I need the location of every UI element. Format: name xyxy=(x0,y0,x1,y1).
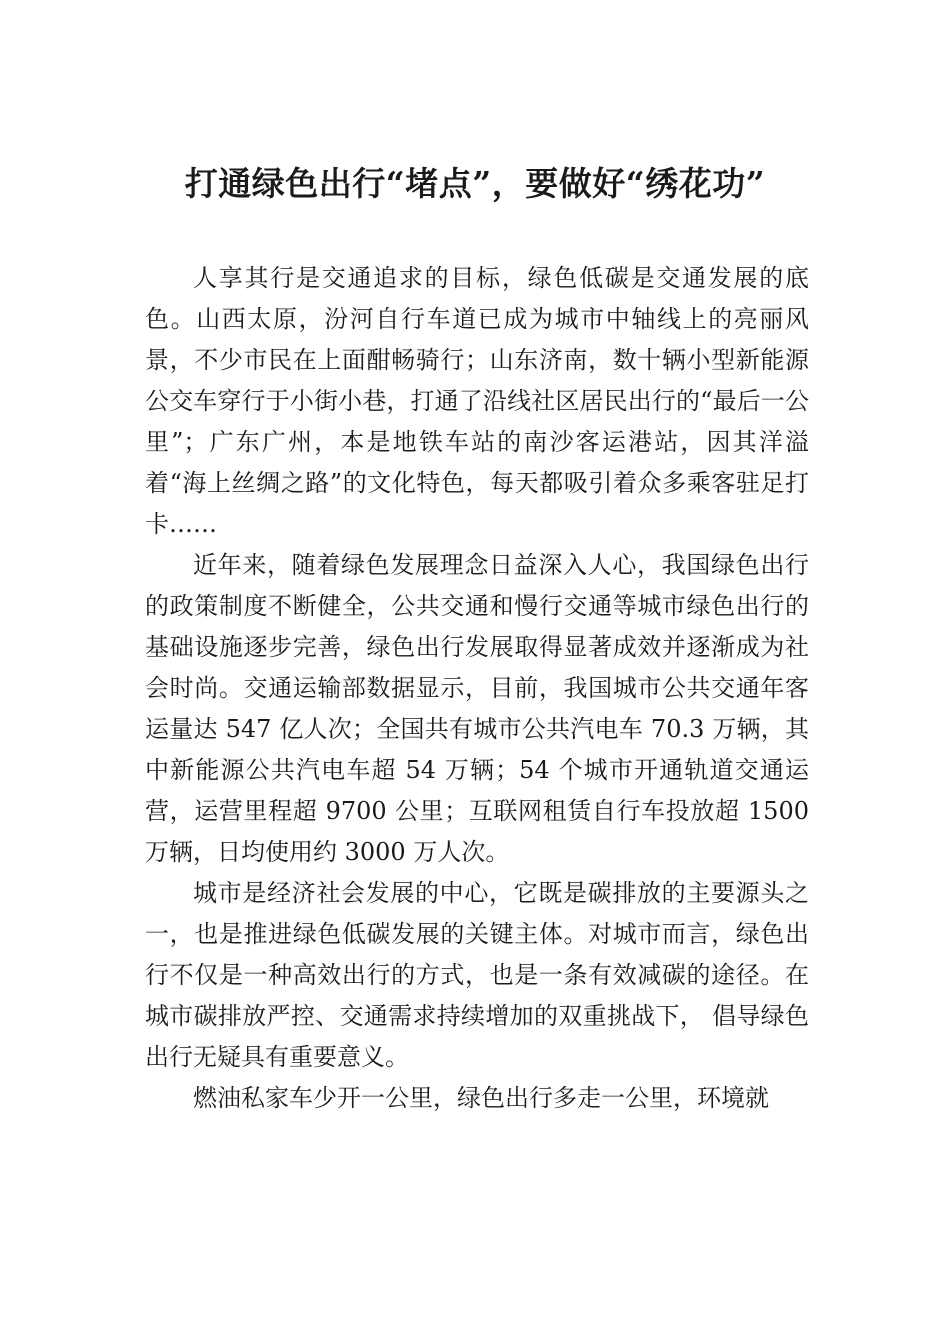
paragraph-3: 城市是经济社会发展的中心，它既是碳排放的主要源头之一，也是推进绿色低碳发展的关键主体。对城市而言，绿色出行不仅是一种高效出行的方式，也是一条有效减碳的途径。在城市碳排放严控、交通需求持续增加的双重挑战下， 倡导绿色出行无疑具有重要意义。 xyxy=(145,879,809,1071)
article-title: 打通绿色出行“堵点”，要做好“绣花功” xyxy=(184,164,766,203)
article-body xyxy=(145,258,809,1119)
paragraph-1: 人享其行是交通追求的目标，绿色低碳是交通发展的底色。山西太原，汾河自行车道已成为城市中轴线上的亮丽风景，不少市民在上面酣畅骑行；山东济南，数十辆小型新能源公交车穿行于小街小巷，打通了沿线社区居民出行的“最后一公里”；广东广州，本是地铁车站的南沙客运港站，因其洋溢着“海上丝绸之路”的文化特色，每天都吸引着众多乘客驻足打卡…… xyxy=(145,264,809,538)
paragraph-2: 近年来，随着绿色发展理念日益深入人心，我国绿色出行的政策制度不断健全，公共交通和慢行交通等城市绿色出行的基础设施逐步完善，绿色出行发展取得显著成效并逐渐成为社会时尚。交通运输部数据显示，目前，我国城市公共交通年客运量达 547 亿人次；全国共有城市公共汽电车 70.3 万辆，其中新能源公共汽电车超 54 万辆；54 个城市开通轨道交通运营，运营里程超 9700 公里；互联网租赁自行车投放超 1500 万辆，日均使用约 3000 万人次。 xyxy=(145,551,809,866)
paragraph-4: 燃油私家车少开一公里，绿色出行多走一公里，环境就 xyxy=(193,1084,769,1112)
